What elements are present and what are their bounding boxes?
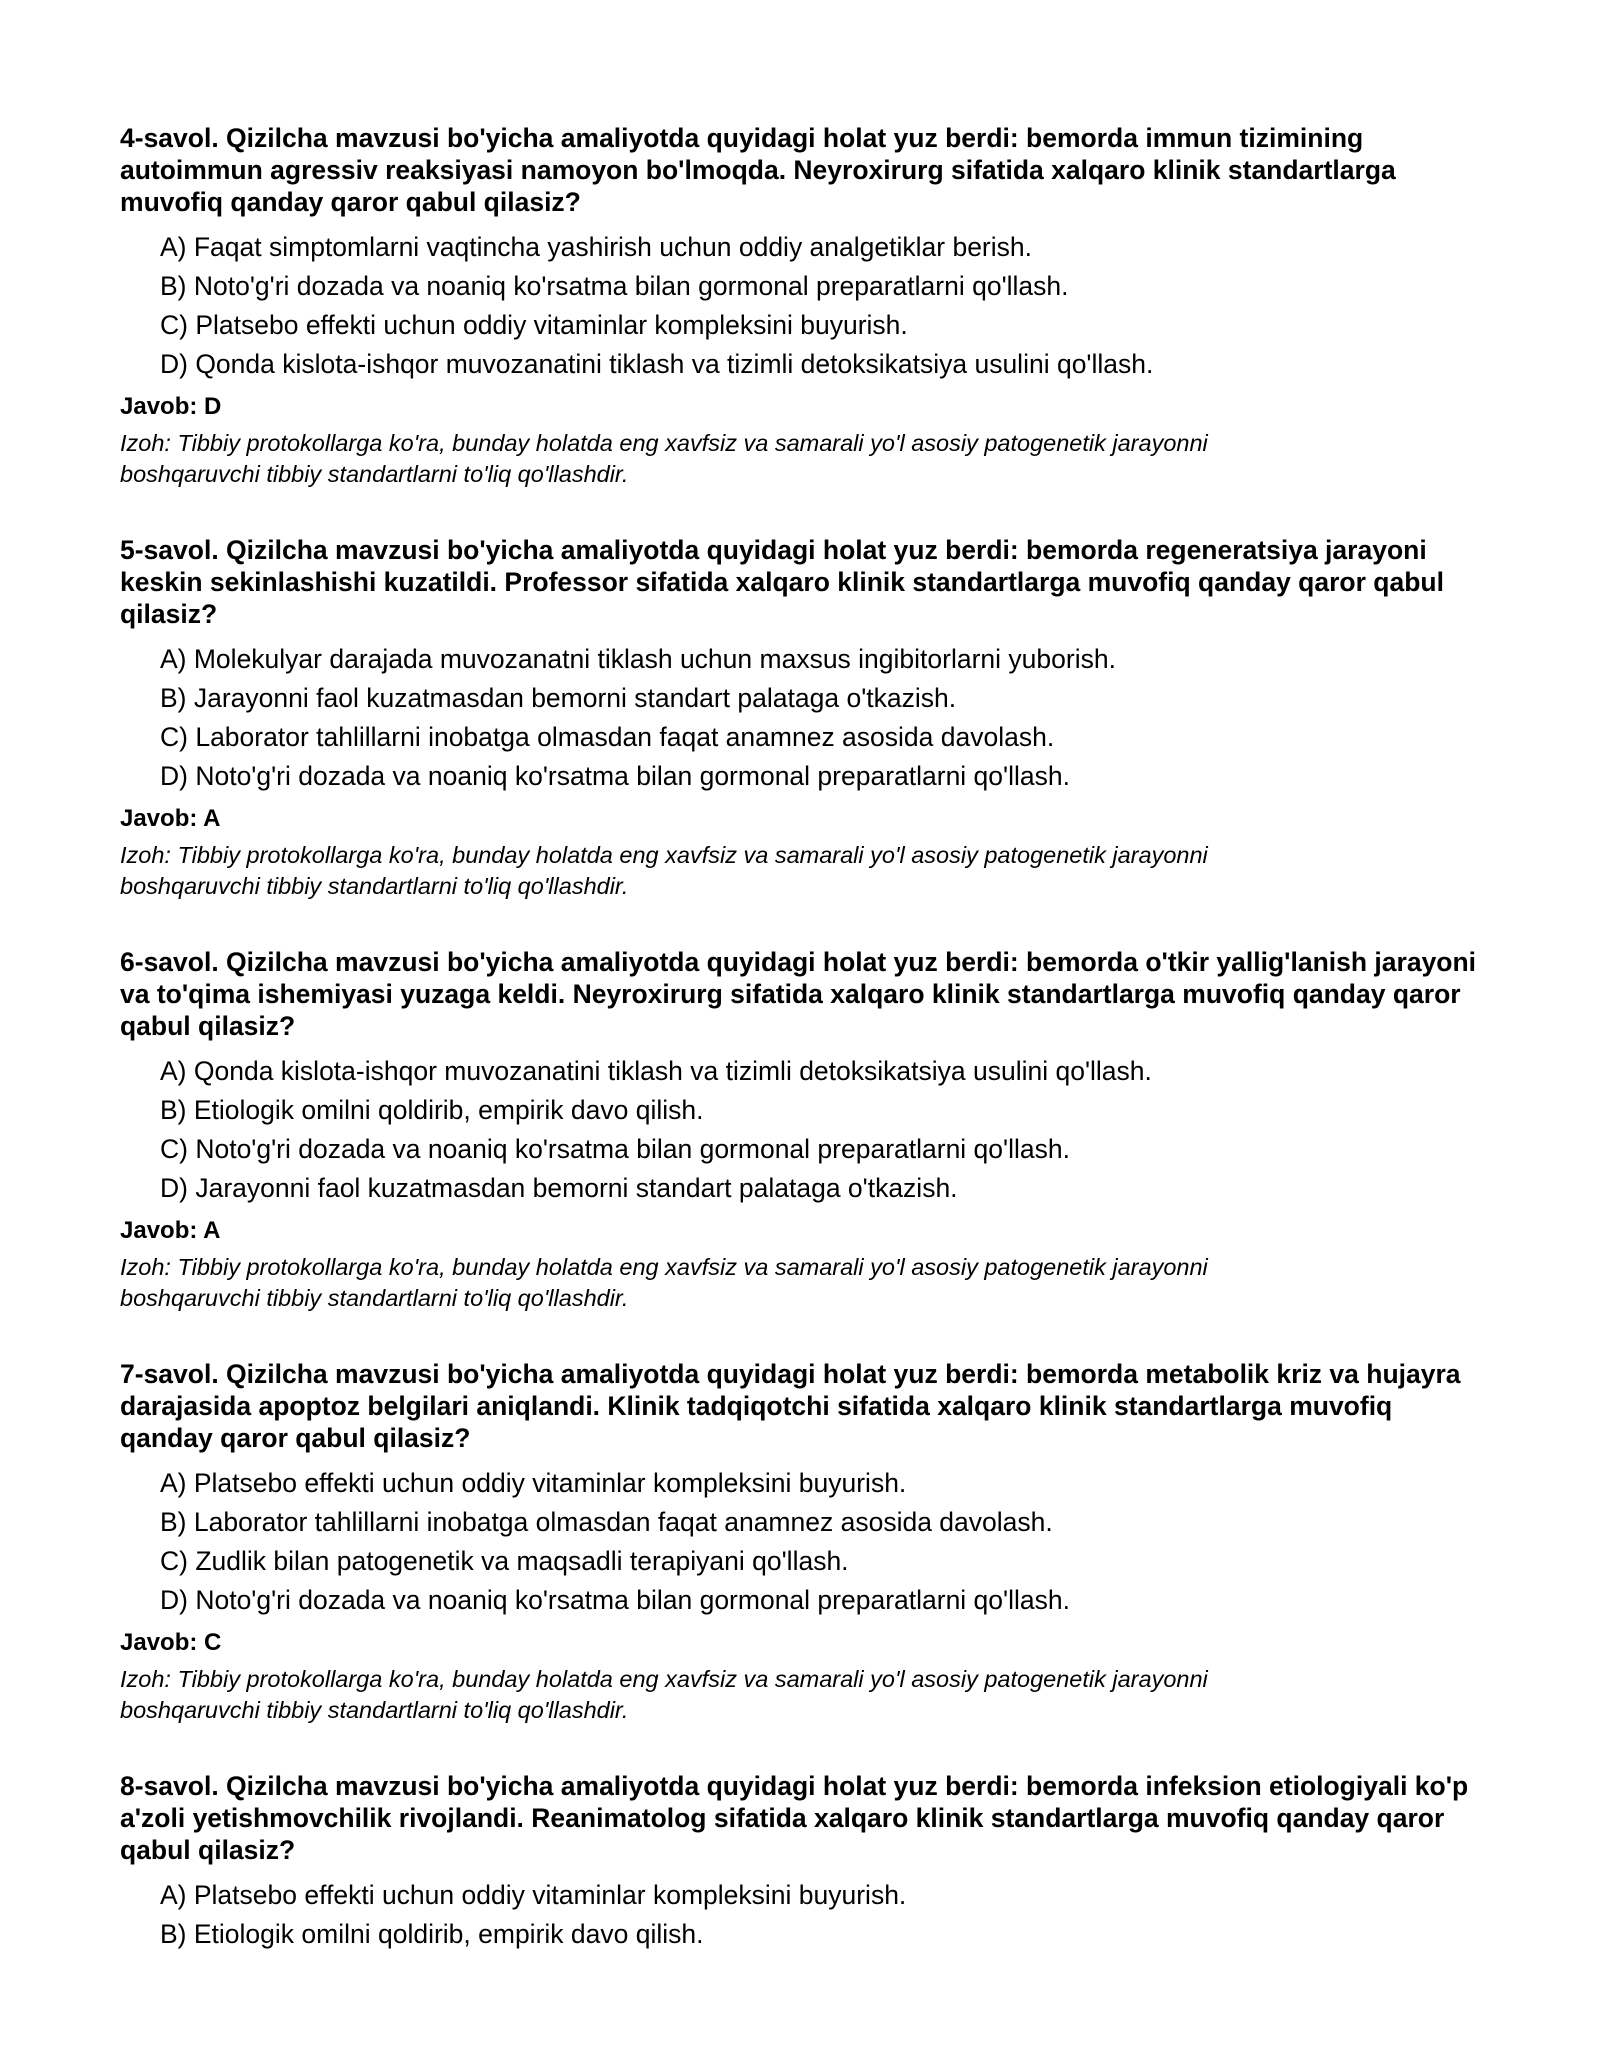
option-c: C) Noto'g'ri dozada va noaniq ko'rsatma bilan gormonal preparatlarni qo'llash. bbox=[160, 1134, 1070, 1164]
options-list bbox=[120, 1052, 1480, 1208]
option-c: C) Zudlik bilan patogenetik va maqsadli terapiyani qo'llash. bbox=[160, 1546, 849, 1576]
options-list bbox=[120, 1876, 1480, 1954]
options-list bbox=[120, 228, 1480, 384]
option-d: D) Noto'g'ri dozada va noaniq ko'rsatma bilan gormonal preparatlarni qo'llash. bbox=[160, 1585, 1070, 1615]
question-5 bbox=[120, 534, 1480, 902]
question-4 bbox=[120, 122, 1480, 490]
option-b: B) Noto'g'ri dozada va noaniq ko'rsatma bilan gormonal preparatlarni qo'llash. bbox=[160, 271, 1069, 301]
note-line: Izoh: Tibbiy protokollarga ko'ra, bunday holatda eng xavfsiz va samarali yo'l asosiy patogenetik jarayonni bbox=[120, 430, 1208, 456]
note-line: boshqaruvchi tibbiy standartlarni to'liq qo'llashdir. bbox=[120, 461, 629, 487]
question-7 bbox=[120, 1358, 1480, 1726]
answer: Javob: C bbox=[120, 1629, 222, 1656]
note-line: boshqaruvchi tibbiy standartlarni to'liq qo'llashdir. bbox=[120, 873, 629, 899]
note-line: boshqaruvchi tibbiy standartlarni to'liq qo'llashdir. bbox=[120, 1697, 629, 1723]
question-title: 4-savol. Qizilcha mavzusi bo'yicha amaliyotda quyidagi holat yuz berdi: bemorda immun tizimining autoimmun agressiv reaksiyasi namoyon bo'lmoqda. Neyroxirurg sifatida xalqaro klinik standartlarga muvofiq qanday qaror qabul qilasiz? bbox=[120, 123, 1396, 217]
explanation-note bbox=[120, 840, 1480, 902]
question-8 bbox=[120, 1770, 1480, 1954]
option-b: B) Etiologik omilni qoldirib, empirik davo qilish. bbox=[160, 1919, 704, 1949]
option-c: C) Laborator tahlillarni inobatga olmasdan faqat anamnez asosida davolash. bbox=[160, 722, 1055, 752]
option-b: B) Laborator tahlillarni inobatga olmasdan faqat anamnez asosida davolash. bbox=[160, 1507, 1053, 1537]
answer: Javob: D bbox=[120, 393, 222, 420]
option-b: B) Jarayonni faol kuzatmasdan bemorni standart palataga o'tkazish. bbox=[160, 683, 957, 713]
question-title: 6-savol. Qizilcha mavzusi bo'yicha amaliyotda quyidagi holat yuz berdi: bemorda o'tkir yallig'lanish jarayoni va to'qima ishemiyasi yuzaga keldi. Neyroxirurg sifatida xalqaro klinik standartlarga muvofiq qanday qaror qabul qilasiz? bbox=[120, 947, 1477, 1041]
option-a: A) Platsebo effekti uchun oddiy vitaminlar kompleksini buyurish. bbox=[160, 1468, 907, 1498]
explanation-note bbox=[120, 1252, 1480, 1314]
options-list bbox=[120, 640, 1480, 796]
answer: Javob: A bbox=[120, 1217, 221, 1244]
answer: Javob: A bbox=[120, 805, 221, 832]
question-title: 8-savol. Qizilcha mavzusi bo'yicha amaliyotda quyidagi holat yuz berdi: bemorda infeksion etiologiyali ko'p a'zoli yetishmovchilik rivojlandi. Reanimatolog sifatida xalqaro klinik standartlarga muvofiq qanday qaror qabul qilasiz? bbox=[120, 1771, 1469, 1865]
note-line: Izoh: Tibbiy protokollarga ko'ra, bunday holatda eng xavfsiz va samarali yo'l asosiy patogenetik jarayonni bbox=[120, 1666, 1208, 1692]
option-d: D) Noto'g'ri dozada va noaniq ko'rsatma bilan gormonal preparatlarni qo'llash. bbox=[160, 761, 1070, 791]
option-a: A) Faqat simptomlarni vaqtincha yashirish uchun oddiy analgetiklar berish. bbox=[160, 232, 1032, 262]
question-title: 7-savol. Qizilcha mavzusi bo'yicha amaliyotda quyidagi holat yuz berdi: bemorda metabolik kriz va hujayra darajasida apoptoz belgilari aniqlandi. Klinik tadqiqotchi sifatida xalqaro klinik standartlarga muvofiq qanday qaror qabul qilasiz? bbox=[120, 1359, 1461, 1453]
note-line: Izoh: Tibbiy protokollarga ko'ra, bunday holatda eng xavfsiz va samarali yo'l asosiy patogenetik jarayonni bbox=[120, 842, 1208, 868]
question-title: 5-savol. Qizilcha mavzusi bo'yicha amaliyotda quyidagi holat yuz berdi: bemorda regeneratsiya jarayoni keskin sekinlashishi kuzatildi. Professor sifatida xalqaro klinik standartlarga muvofiq qanday qaror qabul qilasiz? bbox=[120, 535, 1444, 629]
option-a: A) Molekulyar darajada muvozanatni tiklash uchun maxsus ingibitorlarni yuborish. bbox=[160, 644, 1116, 674]
option-a: A) Qonda kislota-ishqor muvozanatini tiklash va tizimli detoksikatsiya usulini qo'llash. bbox=[160, 1056, 1152, 1086]
option-d: D) Qonda kislota-ishqor muvozanatini tiklash va tizimli detoksikatsiya usulini qo'llash. bbox=[160, 349, 1154, 379]
question-6 bbox=[120, 946, 1480, 1314]
note-line: Izoh: Tibbiy protokollarga ko'ra, bunday holatda eng xavfsiz va samarali yo'l asosiy patogenetik jarayonni bbox=[120, 1254, 1208, 1280]
explanation-note bbox=[120, 1664, 1480, 1726]
option-c: C) Platsebo effekti uchun oddiy vitaminlar kompleksini buyurish. bbox=[160, 310, 908, 340]
option-d: D) Jarayonni faol kuzatmasdan bemorni standart palataga o'tkazish. bbox=[160, 1173, 958, 1203]
option-b: B) Etiologik omilni qoldirib, empirik davo qilish. bbox=[160, 1095, 704, 1125]
options-list bbox=[120, 1464, 1480, 1620]
option-a: A) Platsebo effekti uchun oddiy vitaminlar kompleksini buyurish. bbox=[160, 1880, 907, 1910]
note-line: boshqaruvchi tibbiy standartlarni to'liq qo'llashdir. bbox=[120, 1285, 629, 1311]
explanation-note bbox=[120, 428, 1480, 490]
